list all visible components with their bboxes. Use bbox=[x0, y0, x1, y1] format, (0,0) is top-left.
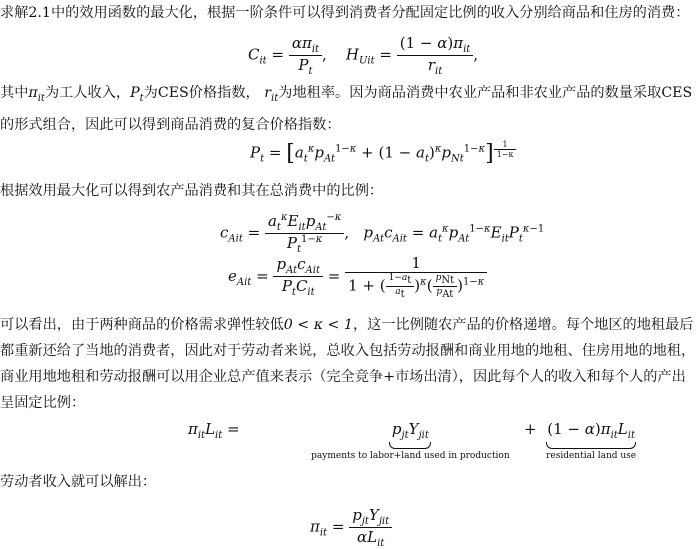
paragraph-1: 求解2.1中的效用函数的最大化，根据一阶条件可以得到消费者分配固定比例的收入分别给商品和住房的消费： bbox=[0, 5, 690, 21]
p2-text-b: 为工人收入， bbox=[44, 85, 131, 101]
paragraph-5: 劳动者收入就可以解出： bbox=[0, 474, 157, 490]
equation-income-decomposition: $\pi_{it}L_{it} = p_{jt}Y_{jit}$ payments to labor+land used in production + $(1 - \alpha)\pi_{it}L_{it}$ residential land use bbox=[188, 420, 637, 461]
p4-text-b: ，这一比例随农产品的价格递增。每个地区的地租最后都重新还给了当地的消费者，因此对于劳动者来说，总收入包括劳动报酬和商业用地的地租、住房用地的地租，商业用地地租和劳动报酬可以用企业总产值来表示（完全竞争+市场出清），因此每个人的收入和每个人的产出呈固定比例： bbox=[0, 317, 696, 411]
equation-consumption: $C_{it}$ = $\frac{\alpha\pi_{it}}{P_t}$ , $H_{Uit}$ = $\frac{(1 - \alpha)\pi_{it}}{r_{it}}$ , bbox=[248, 34, 479, 77]
brace-label-residential: residential land use bbox=[546, 451, 637, 461]
paragraph-4 bbox=[0, 312, 699, 416]
paragraph-3: 根据效用最大化可以得到农产品消费和其在总消费中的比例： bbox=[0, 183, 384, 199]
pi-subscript: it bbox=[37, 92, 45, 104]
equation-price-index: $P_t = [a_t^\kappa p_{At}^{1-\kappa} + (1 - a_t)^\kappa p_{Nt}^{1-\kappa}]$ $^{\frac{1}{1-\kappa}}$ bbox=[250, 140, 516, 166]
p2-text-d: 为地租率。因为商品消费中农业产品和非农业产品的数量采取CES的形式组合，因此可以得到商品消费的复合价格指数： bbox=[0, 85, 693, 133]
r-subscript: it bbox=[271, 92, 279, 104]
p2-text-a: 其中 bbox=[0, 85, 29, 101]
kappa-range: 0 < κ < 1 bbox=[283, 317, 353, 333]
P-subscript: t bbox=[139, 92, 144, 104]
underbrace-residential: $(1 - \alpha)\pi_{it}L_{it}$ residential land use bbox=[546, 420, 637, 461]
P-symbol: P bbox=[130, 85, 140, 101]
pi-symbol: π bbox=[28, 85, 38, 101]
underbrace-production: $p_{jt}Y_{jit}$ payments to labor+land used in production bbox=[311, 420, 510, 461]
r-symbol: r bbox=[264, 85, 272, 101]
p2-text-c: 为CES价格指数， bbox=[143, 85, 260, 101]
equation-agri-share: $e_{Ait}$ = $\frac{p_{At}c_{Ait}}{P_tC_{it}}$ = 1 1 + ( $\frac{1-a_t}{a_t}$ )$^\kappa$( $\frac{p_{Nt}}{p_{At}}$ )$^{1-\kappa}$ bbox=[228, 254, 487, 300]
equation-income-solution: $\pi_{it}$ = $\frac{p_{jt}Y_{jit}}{\alpha L_{it}}$ bbox=[310, 506, 392, 549]
p4-text-a: 可以看出，由于两种商品的价格需求弹性较低 bbox=[0, 317, 284, 333]
paragraph-2 bbox=[0, 80, 699, 138]
brace-label-production: payments to labor+land used in production bbox=[311, 451, 510, 461]
equation-agri-consumption: $c_{Ait}$ = $\frac{a_t^\kappa E_{it}p_{At}^{-\kappa}}{P_t^{1-\kappa}}$ , $p_{At}c_{Ait} = a_t^\kappa p_{At}^{1-\kappa}E_{it}P_t^{\kappa-1}$ bbox=[220, 212, 545, 255]
